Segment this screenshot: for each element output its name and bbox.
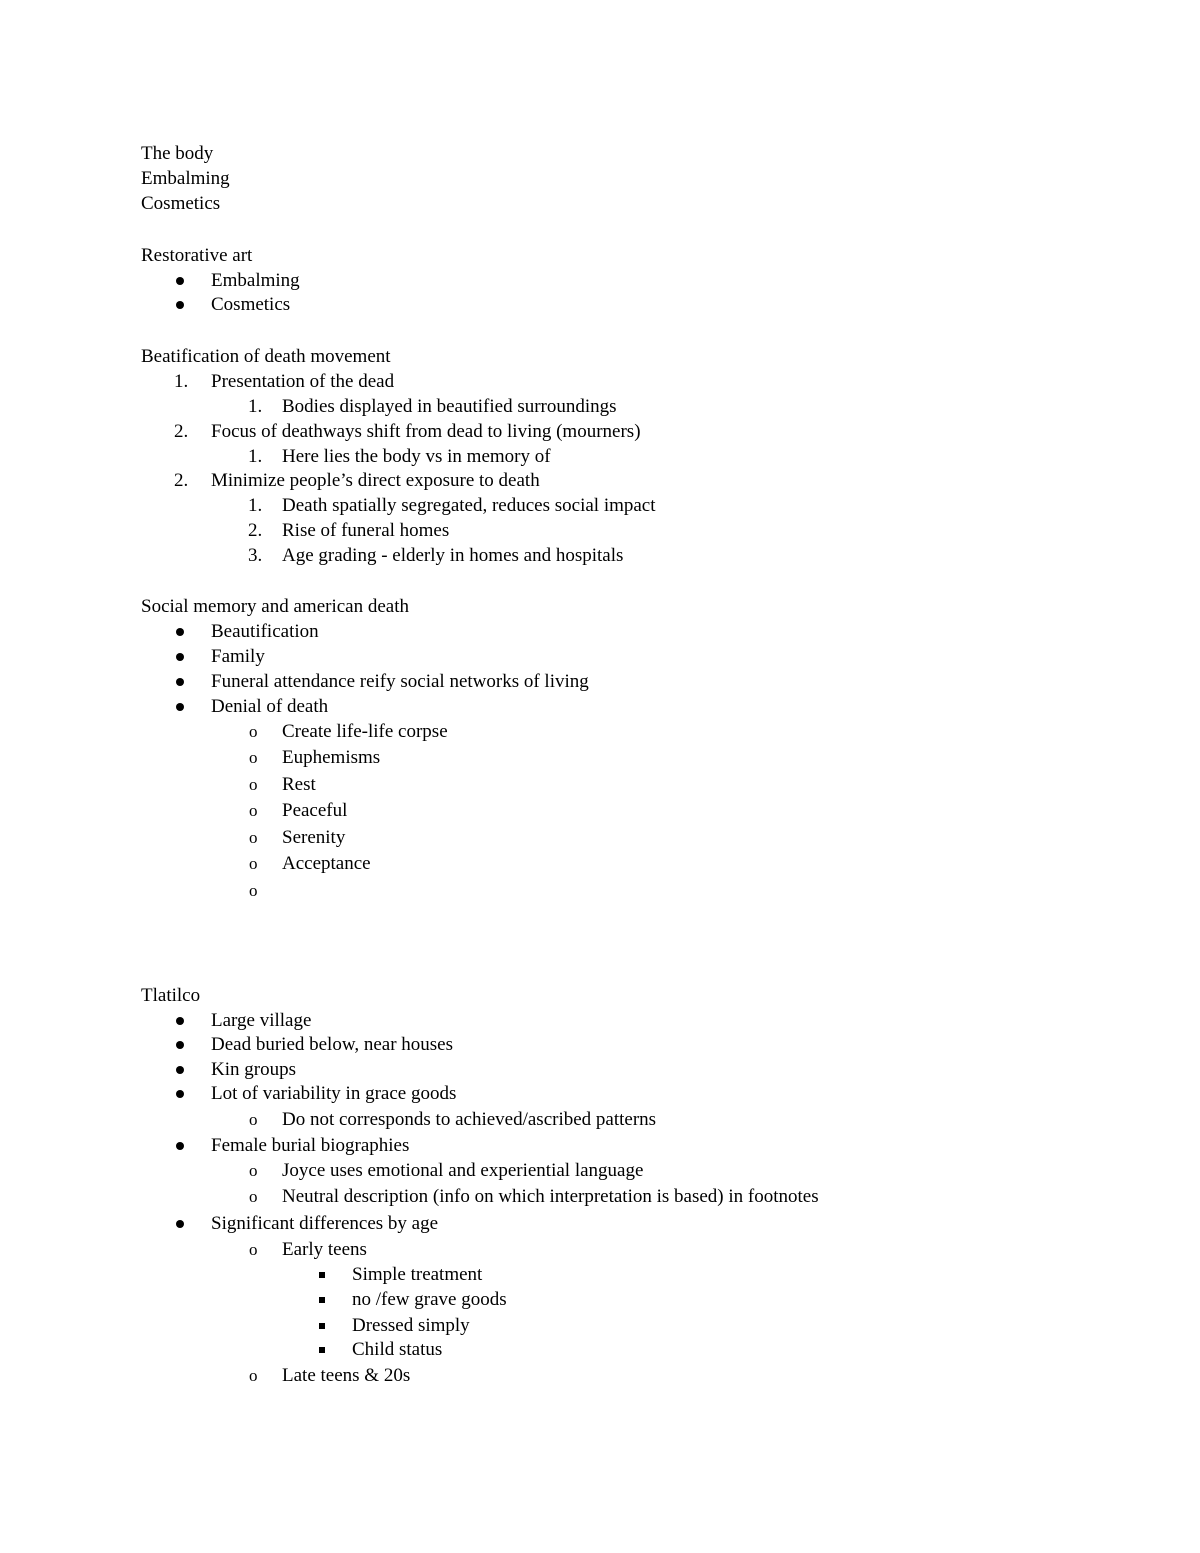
item-number: 1. xyxy=(248,495,263,516)
list-item-text: Family xyxy=(211,646,265,667)
bullet-icon xyxy=(176,653,184,661)
list-item-text: Female burial biographies xyxy=(211,1135,410,1156)
sub-list-item-text: Neutral description (info on which interpretation is based) in footnotes xyxy=(282,1186,819,1207)
hollow-bullet-icon: o xyxy=(249,801,258,820)
numbered-subitem-text: Death spatially segregated, reduces social impact xyxy=(282,495,656,516)
list-item-text: Lot of variability in grace goods xyxy=(211,1083,457,1104)
hollow-bullet-icon: o xyxy=(249,1161,258,1180)
sub-list-item-text: Early teens xyxy=(282,1239,367,1260)
bullet-icon xyxy=(176,703,184,711)
square-bullet-icon xyxy=(319,1347,325,1353)
sub-sub-list-item-text: no /few grave goods xyxy=(352,1289,507,1310)
item-number: 1. xyxy=(248,396,263,417)
bullet-icon xyxy=(176,678,184,686)
bullet-icon xyxy=(176,1220,184,1228)
sub-list-item-text: Acceptance xyxy=(282,853,371,874)
item-number: 1. xyxy=(174,371,189,392)
square-bullet-icon xyxy=(319,1297,325,1303)
sub-list-item-text: Late teens & 20s xyxy=(282,1365,411,1386)
sub-list-item-text: Joyce uses emotional and experiential language xyxy=(282,1160,644,1181)
list-item-text: Significant differences by age xyxy=(211,1213,439,1234)
numbered-item-text: Minimize people’s direct exposure to death xyxy=(211,470,540,491)
list-item-text: Cosmetics xyxy=(211,294,291,315)
hollow-bullet-icon: o xyxy=(249,1187,258,1206)
hollow-bullet-icon: o xyxy=(249,1240,258,1259)
list-item-text: Kin groups xyxy=(211,1059,296,1080)
hollow-bullet-icon: o xyxy=(249,1110,258,1129)
list-item-text: Large village xyxy=(211,1010,312,1031)
header-line-embalming: Embalming xyxy=(141,168,230,189)
numbered-subitem-text: Rise of funeral homes xyxy=(282,520,450,541)
header-line-cosmetics: Cosmetics xyxy=(141,193,221,214)
bullet-icon xyxy=(176,1041,184,1049)
hollow-bullet-icon: o xyxy=(249,1366,258,1385)
sub-list-item-text: Create life-life corpse xyxy=(282,721,448,742)
hollow-bullet-icon: o xyxy=(249,775,258,794)
item-number: 2. xyxy=(248,520,263,541)
numbered-item-text: Focus of deathways shift from dead to living (mourners) xyxy=(211,421,641,442)
hollow-bullet-icon: o xyxy=(249,854,258,873)
item-number: 3. xyxy=(248,545,263,566)
bullet-icon xyxy=(176,628,184,636)
sub-list-item-text: Rest xyxy=(282,774,316,795)
square-bullet-icon xyxy=(319,1323,325,1329)
hollow-bullet-icon: o xyxy=(249,828,258,847)
numbered-item-text: Presentation of the dead xyxy=(211,371,395,392)
bullet-icon xyxy=(176,1017,184,1025)
numbered-subitem-text: Bodies displayed in beautified surroundings xyxy=(282,396,617,417)
sub-sub-list-item-text: Dressed simply xyxy=(352,1315,470,1336)
list-item-text: Beautification xyxy=(211,621,319,642)
tlatilco-heading: Tlatilco xyxy=(141,985,201,1006)
list-item-text: Embalming xyxy=(211,270,300,291)
hollow-bullet-icon: o xyxy=(249,881,258,900)
sub-list-item-text: Peaceful xyxy=(282,800,348,821)
bullet-icon xyxy=(176,1066,184,1074)
numbered-subitem-text: Age grading - elderly in homes and hospitals xyxy=(282,545,624,566)
hollow-bullet-icon: o xyxy=(249,748,258,767)
item-number: 2. xyxy=(174,421,189,442)
sub-list-item-text: Do not corresponds to achieved/ascribed patterns xyxy=(282,1109,657,1130)
square-bullet-icon xyxy=(319,1272,325,1278)
list-item-text: Denial of death xyxy=(211,696,329,717)
list-item-text: Funeral attendance reify social networks of living xyxy=(211,671,589,692)
header-line-body: The body xyxy=(141,143,214,164)
item-number: 2. xyxy=(174,470,189,491)
restorative-heading: Restorative art xyxy=(141,245,253,266)
numbered-subitem-text: Here lies the body vs in memory of xyxy=(282,446,551,467)
bullet-icon xyxy=(176,277,184,285)
beatification-heading: Beatification of death movement xyxy=(141,346,391,367)
bullet-icon xyxy=(176,1142,184,1150)
bullet-icon xyxy=(176,1090,184,1098)
item-number: 1. xyxy=(248,446,263,467)
sub-list-item-text: Serenity xyxy=(282,827,346,848)
sub-list-item-text: Euphemisms xyxy=(282,747,381,768)
sub-sub-list-item-text: Child status xyxy=(352,1339,443,1360)
hollow-bullet-icon: o xyxy=(249,722,258,741)
bullet-icon xyxy=(176,301,184,309)
list-item-text: Dead buried below, near houses xyxy=(211,1034,453,1055)
sub-sub-list-item-text: Simple treatment xyxy=(352,1264,483,1285)
social-memory-heading: Social memory and american death xyxy=(141,596,410,617)
